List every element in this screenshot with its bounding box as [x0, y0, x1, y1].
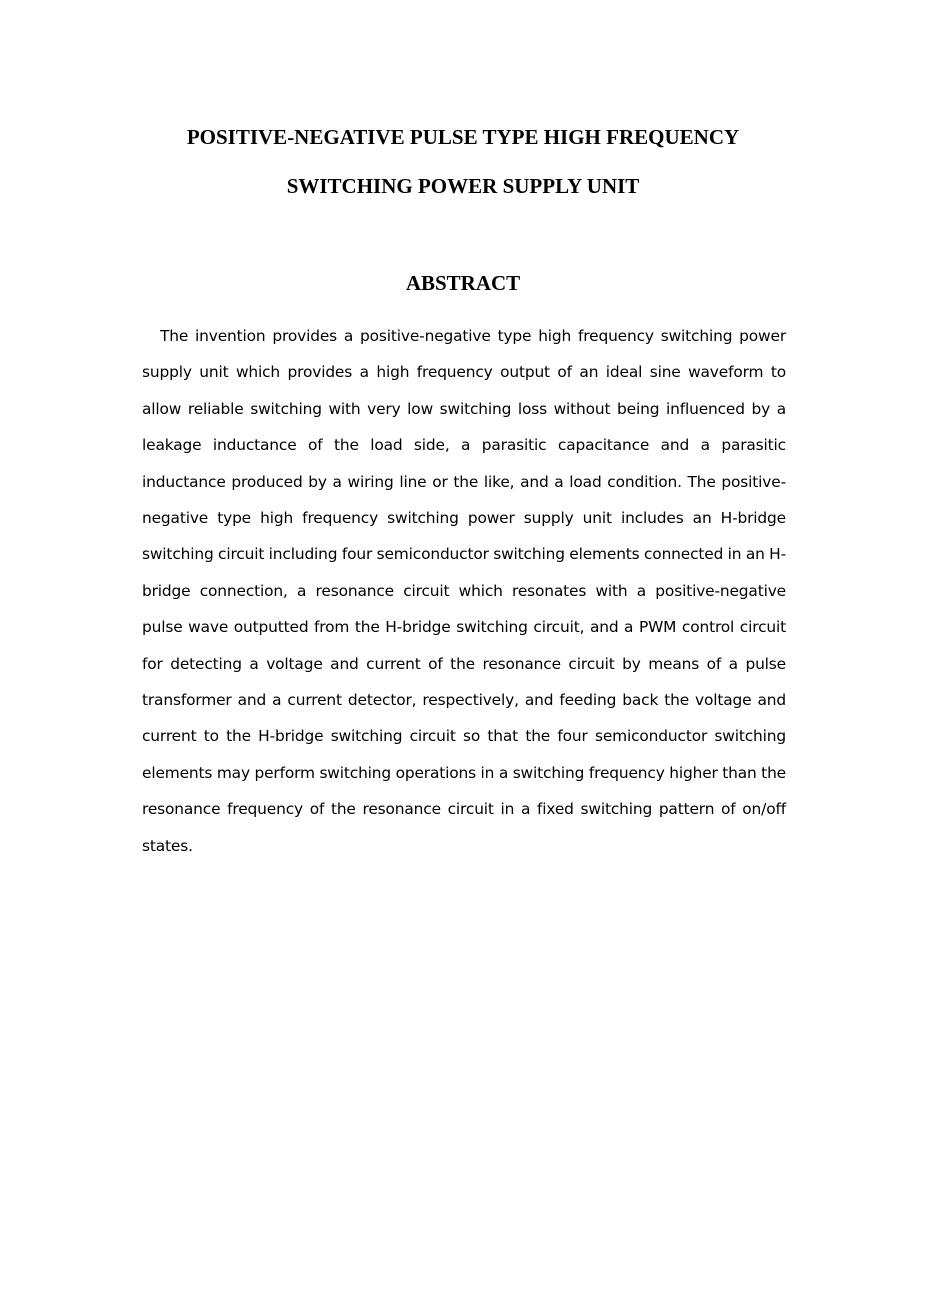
abstract-heading: ABSTRACT: [405, 271, 521, 295]
document-title-line-2: SWITCHING POWER SUPPLY UNIT: [286, 174, 640, 198]
document-title-line-1: POSITIVE-NEGATIVE PULSE TYPE HIGH FREQUENCY: [186, 125, 740, 149]
abstract-paragraph: The invention provides a positive-negative type high frequency switching power supply unit which provides a high frequency output of an ideal sine waveform to allow reliable switching with very low switching loss without being influenced by a leakage inductance of the load side, a parasitic capacitance and a parasitic inductance produced by a wiring line or the like, and a load condition. The positive-negative type high frequency switching power supply unit includes an H-bridge switching circuit including four semiconductor switching elements connected in an H-bridge connection, a resonance circuit which resonates with a positive-negative pulse wave outputted from the H-bridge switching circuit, and a PWM control circuit for detecting a voltage and current of the resonance circuit by means of a pulse transformer and a current detector, respectively, and feeding back the voltage and current to the H-bridge switching circuit so that the four semiconductor switching elements may perform switching operations in a switching frequency higher than the resonance frequency of the resonance circuit in a fixed switching pattern of on/off states.: [142, 327, 786, 855]
